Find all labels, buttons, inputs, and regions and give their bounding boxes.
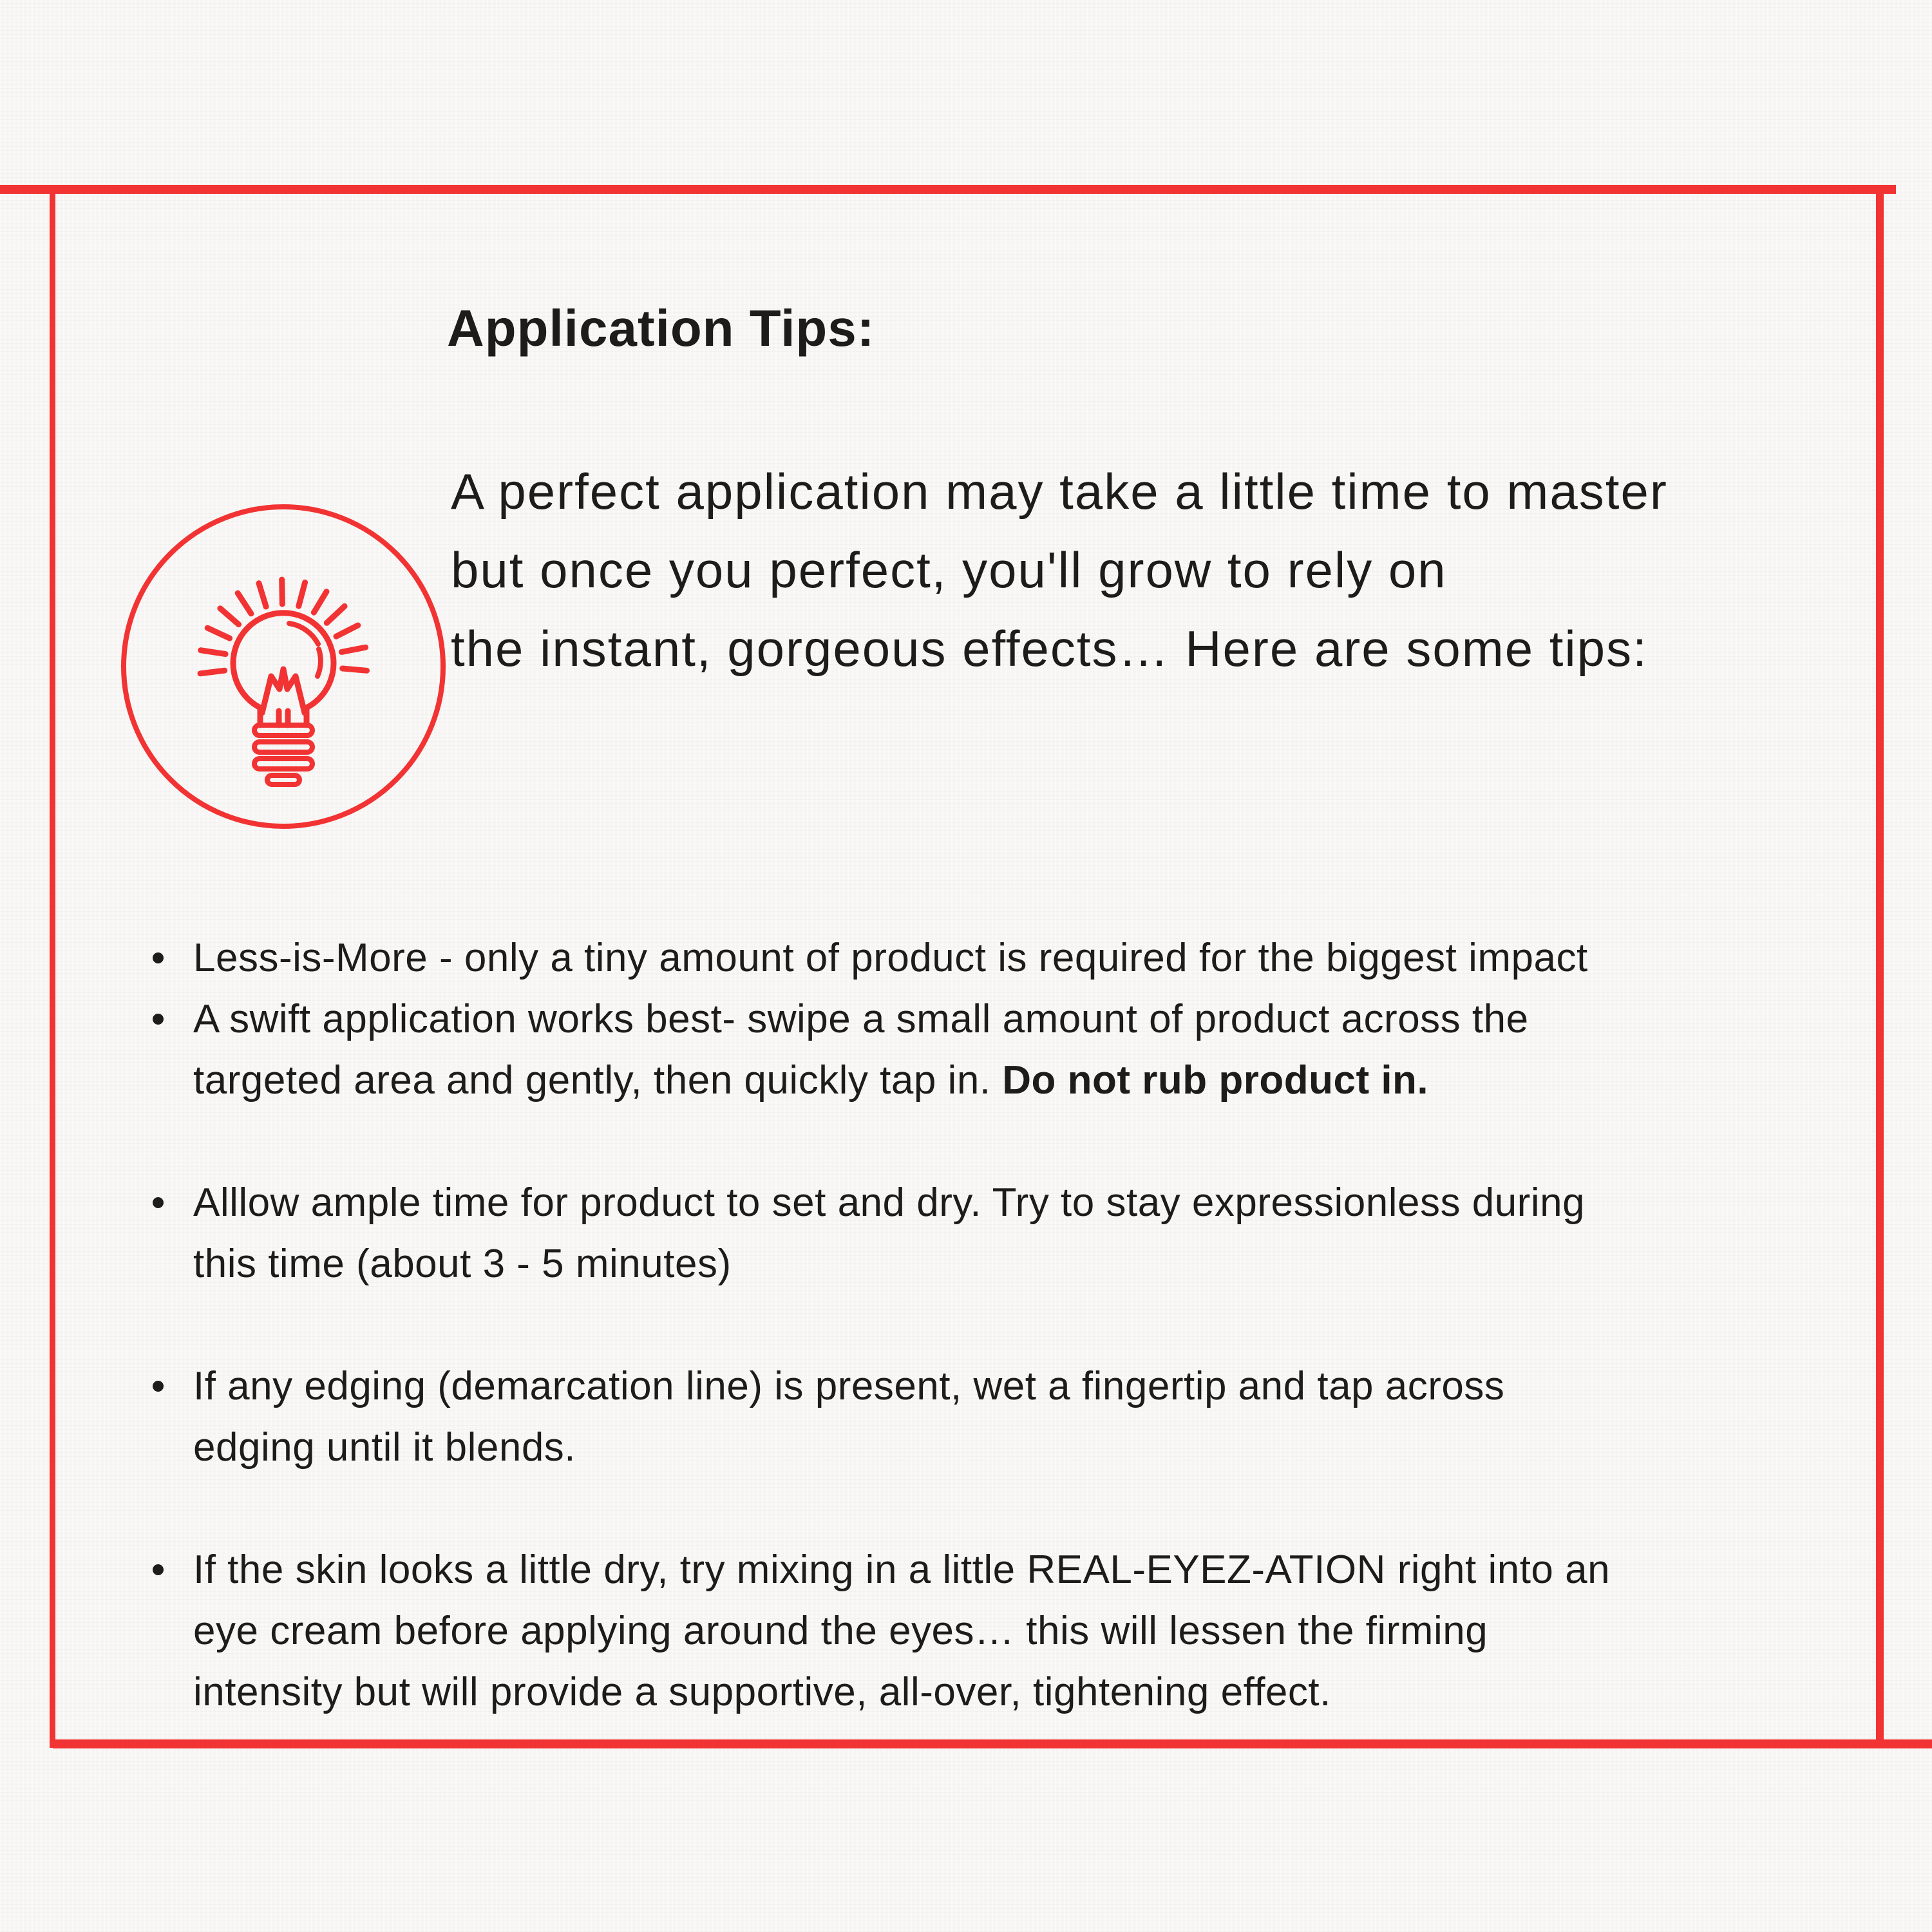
bullet-segment: Alllow ample time for product to set and dry. Try to stay expressionless during xyxy=(193,1180,1586,1225)
bullet-segment: If any edging (demarcation line) is present, wet a fingertip and tap across xyxy=(193,1364,1505,1408)
bullet-item xyxy=(153,927,1610,989)
bullet-text xyxy=(193,989,1529,1111)
intro-line: A perfect application may take a little time to master xyxy=(451,463,1668,520)
bullet-item xyxy=(153,1172,1610,1294)
bullet-line xyxy=(193,1233,1585,1294)
bullet-segment: intensity but will provide a supportive, all-over, tightening effect. xyxy=(193,1670,1331,1714)
bullet-dot-cell xyxy=(153,1539,193,1575)
bullet-item xyxy=(153,1356,1610,1478)
bullet-dot xyxy=(153,1197,164,1208)
intro-paragraph xyxy=(451,452,1668,688)
bullet-dot-cell xyxy=(153,989,193,1025)
bulb-filament xyxy=(262,669,305,725)
bullet-line xyxy=(193,1539,1610,1600)
bullet-segment: targeted area and gently, then quickly tap in. xyxy=(193,1058,1003,1103)
bullet-line xyxy=(193,1356,1504,1417)
bullet-line xyxy=(193,989,1529,1050)
bullet-line xyxy=(193,1050,1529,1111)
page-title: Application Tips: xyxy=(447,299,875,357)
bullet-dot xyxy=(153,952,164,963)
bullet-dot xyxy=(153,1014,164,1025)
bulb-base xyxy=(267,775,299,784)
bullet-line xyxy=(193,1600,1610,1662)
bullet-text xyxy=(193,1356,1504,1478)
bulb-rays xyxy=(200,580,367,674)
bullet-text xyxy=(193,927,1588,989)
frame-border-bottom xyxy=(53,1739,1932,1748)
bullet-text xyxy=(193,1539,1610,1723)
bulb-rib xyxy=(254,759,312,769)
tips-list xyxy=(153,927,1610,1723)
bullet-dot-cell xyxy=(153,1356,193,1392)
frame-border-top xyxy=(0,185,1896,194)
bullet-segment: edging until it blends. xyxy=(193,1425,576,1470)
lightbulb-icon xyxy=(120,504,446,829)
bulb-highlight xyxy=(289,623,321,676)
bullet-segment: eye cream before applying around the eyes… this will lessen the firming xyxy=(193,1609,1488,1653)
bullet-dot-cell xyxy=(153,927,193,963)
bullet-dot xyxy=(153,1381,164,1392)
bullet-item xyxy=(153,1539,1610,1723)
bullet-segment: this time (about 3 - 5 minutes) xyxy=(193,1242,732,1286)
bullet-segment: A swift application works best- swipe a small amount of product across the xyxy=(193,997,1529,1041)
bullet-dot xyxy=(153,1564,164,1575)
bullet-line xyxy=(193,927,1588,989)
bullet-text xyxy=(193,1172,1585,1294)
bulb-neck xyxy=(260,708,307,725)
bulb-rib xyxy=(254,742,312,752)
bullet-segment: If the skin looks a little dry, try mixing in a little REAL-EYEZ-ATION right into an xyxy=(193,1548,1611,1592)
bullet-line xyxy=(193,1417,1504,1478)
bullet-item xyxy=(153,989,1610,1111)
bullet-line xyxy=(193,1662,1610,1723)
frame-border-right xyxy=(1876,193,1884,1741)
intro-line: but once you perfect, you'll grow to rely on xyxy=(451,542,1447,598)
intro-line: the instant, gorgeous effects… Here are some tips: xyxy=(451,620,1648,677)
bullet-bold-segment: Do not rub product in. xyxy=(1002,1058,1429,1103)
bulb-rib xyxy=(254,725,312,735)
bullet-line xyxy=(193,1172,1585,1233)
bullet-dot-cell xyxy=(153,1172,193,1208)
bullet-segment: Less-is-More - only a tiny amount of product is required for the biggest impact xyxy=(193,936,1588,980)
frame-border-left xyxy=(50,192,55,1748)
